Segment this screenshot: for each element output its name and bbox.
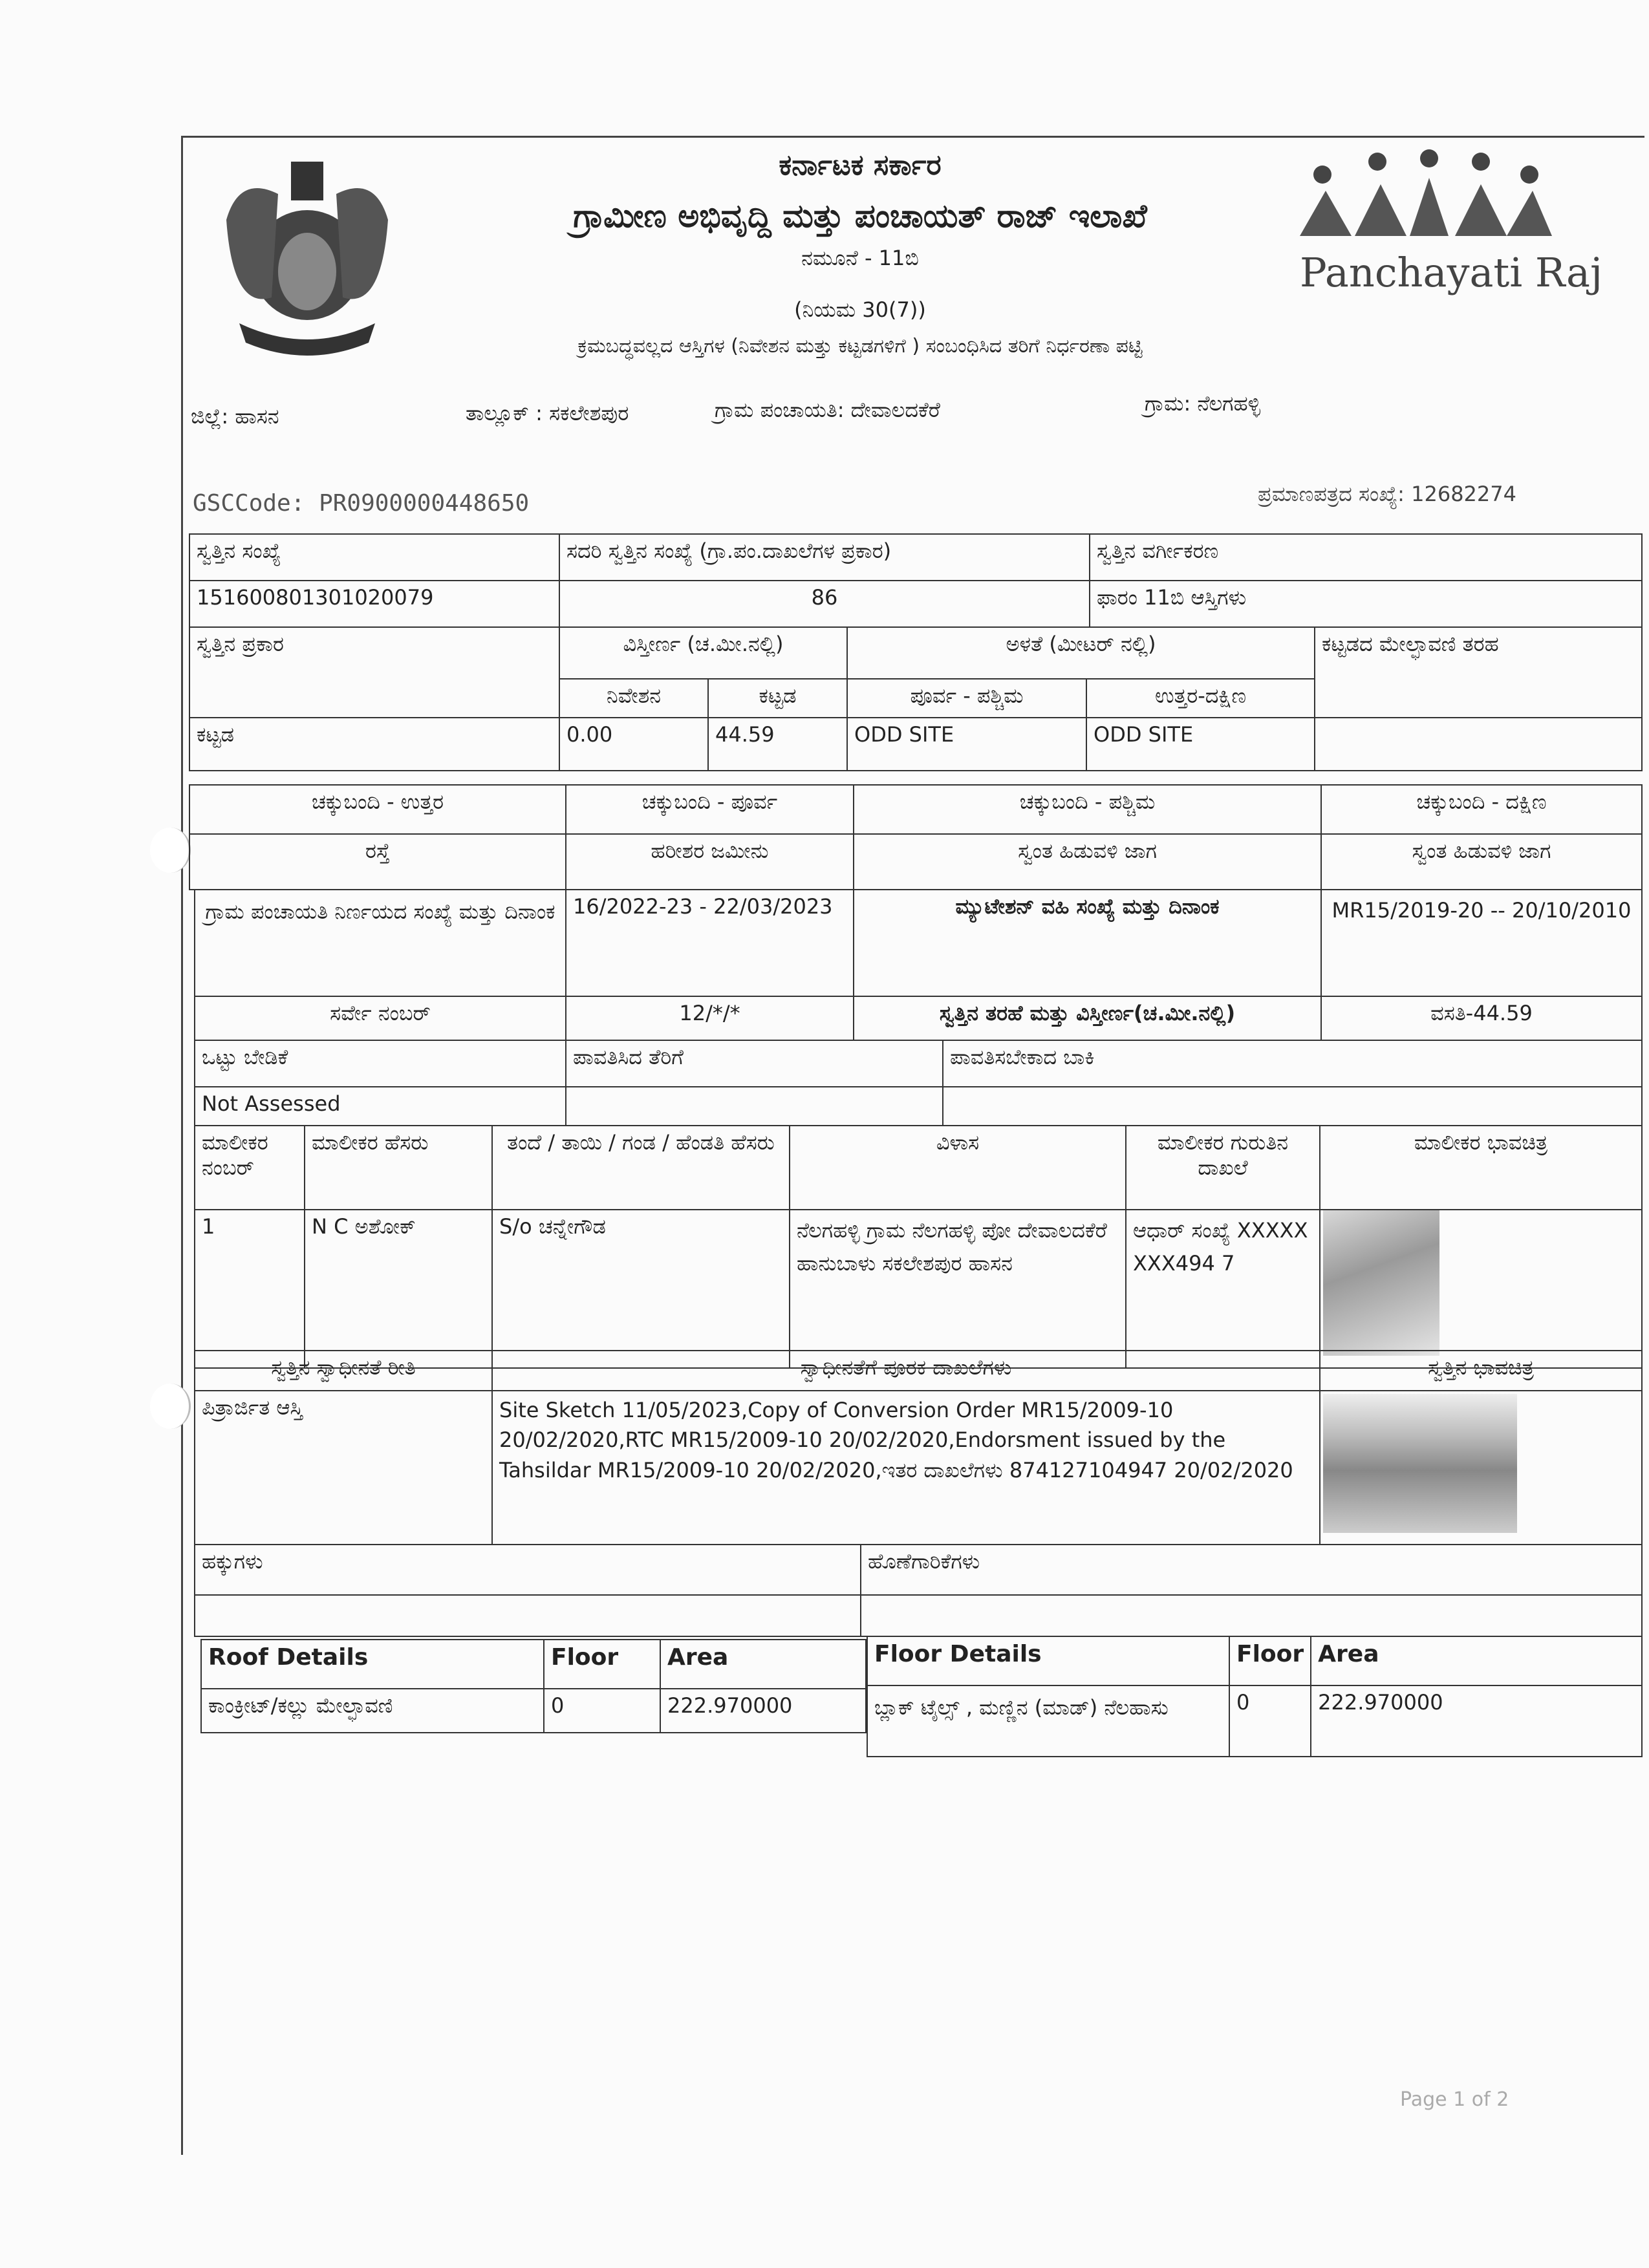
- balance-value: [943, 1087, 1642, 1126]
- mutation-value: MR15/2019-20 -- 20/10/2010: [1321, 890, 1642, 996]
- roof-type-label: ಕಟ್ಟಡದ ಮೇಲ್ಛಾವಣಿ ತರಹ: [1315, 627, 1642, 718]
- liabilities-label: ಹೊಣೆಗಾರಿಕೆಗಳು: [861, 1545, 1642, 1595]
- tax-table: [194, 1040, 1643, 1126]
- property-number-label: ಸ್ವತ್ತಿನ ಸಂಖ್ಯೆ: [189, 534, 559, 581]
- rights-table: [194, 1544, 1643, 1637]
- property-class-label: ಸ್ವತ್ತಿನ ವರ್ಗೀಕರಣ: [1090, 534, 1642, 581]
- roof-floor-header: Floor: [544, 1640, 660, 1689]
- building-area-label: ಕಟ್ಟಡ: [708, 679, 847, 718]
- ownership-table: [194, 1350, 1643, 1545]
- site-area: 0.00: [559, 718, 708, 771]
- logo-text: Panchayati Raj: [1300, 249, 1603, 296]
- rights-value: [195, 1595, 861, 1636]
- karnataka-emblem-icon: [188, 142, 427, 356]
- north-south-value: ODD SITE: [1086, 718, 1315, 771]
- total-demand-label: ಒಟ್ಟು ಬೇಡಿಕೆ: [195, 1040, 566, 1087]
- rights-label: ಹಕ್ಕುಗಳು: [195, 1545, 861, 1595]
- owner-photo: [1323, 1210, 1439, 1356]
- property-photo-label: ಸ್ವತ್ತಿನ ಭಾವಚಿತ್ರ: [1320, 1351, 1642, 1391]
- page-number: Page 1 of 2: [1400, 2088, 1509, 2111]
- owner-name-header: ಮಾಲೀಕರ ಹೆಸರು: [305, 1126, 492, 1210]
- property-type: ಕಟ್ಟಡ: [189, 718, 559, 771]
- district: ಜಿಲ್ಲೆ: ಹಾಸನ: [191, 404, 279, 429]
- roof-area: 222.970000: [660, 1689, 866, 1733]
- building-area: 44.59: [708, 718, 847, 771]
- resolution-table: [194, 889, 1643, 1041]
- gp-resolution-value: 16/2022-23 - 22/03/2023: [566, 890, 854, 996]
- department-title: ಗ್ರಾಮೀಣ ಅಭಿವೃದ್ದಿ ಮತ್ತು ಪಂಚಾಯತ್ ರಾಜ್ ಇಲಾಖೆ: [573, 197, 1147, 235]
- roof-area-header: Area: [660, 1640, 866, 1689]
- roof-type-value: [1315, 718, 1642, 771]
- ownership-mode-label: ಸ್ವತ್ತಿನ ಸ್ವಾಧೀನತೆ ರೀತಿ: [195, 1351, 492, 1391]
- balance-label: ಪಾವತಿಸಬೇಕಾದ ಬಾಕಿ: [943, 1040, 1642, 1087]
- east-label: ಚಕ್ಕುಬಂದಿ - ಪೂರ್ವ: [566, 785, 854, 834]
- owner-no-header: ಮಾಲೀಕರ ನಂಬರ್: [195, 1126, 305, 1210]
- survey-label: ಸರ್ವೇ ನಂಬರ್: [195, 996, 566, 1040]
- dimension-label: ಅಳತೆ (ಮೀಟರ್ ನಲ್ಲಿ): [847, 627, 1315, 679]
- taluk: ತಾಲ್ಲೂಕ್ : ಸಕಲೇಶಪುರ: [466, 401, 629, 425]
- total-demand-value: Not Assessed: [195, 1087, 566, 1126]
- paid-tax-label: ಪಾವತಿಸಿದ ತೆರಿಗೆ: [566, 1040, 943, 1087]
- floor-floor: 0: [1229, 1685, 1311, 1757]
- ownership-docs-label: ಸ್ವಾಧೀನತೆಗೆ ಪೂರಕ ದಾಖಲೆಗಳು: [492, 1351, 1320, 1391]
- owner-address-header: ವಿಳಾಸ: [790, 1126, 1126, 1210]
- roof-details-table: [200, 1639, 867, 1733]
- dimensions-table: [189, 626, 1643, 771]
- floor-details-title: Floor Details: [867, 1636, 1229, 1685]
- south-label: ಚಕ್ಕುಬಂದಿ - ದಕ್ಷಿಣ: [1321, 785, 1642, 834]
- punch-hole: [150, 1384, 191, 1429]
- owner-photo-header: ಮಾಲೀಕರ ಭಾವಚಿತ್ರ: [1320, 1126, 1642, 1210]
- south-value: ಸ್ವಂತ ಹಿಡುವಳಿ ಜಾಗ: [1321, 834, 1642, 890]
- boundaries-table: [189, 784, 1643, 890]
- property-type-area-value: ವಸತಿ-44.59: [1321, 996, 1642, 1040]
- floor-floor-header: Floor: [1229, 1636, 1311, 1685]
- east-west-value: ODD SITE: [847, 718, 1086, 771]
- roof-floor: 0: [544, 1689, 660, 1733]
- floor-area-header: Area: [1311, 1636, 1642, 1685]
- west-value: ಸ್ವಂತ ಹಿಡುವಳಿ ಜಾಗ: [854, 834, 1321, 890]
- floor-area: 222.970000: [1311, 1685, 1642, 1757]
- west-label: ಚಕ್ಕುಬಂದಿ - ಪಶ್ಚಿಮ: [854, 785, 1321, 834]
- floor-type: ಬ್ಲಾಕ್ ಟೈಲ್ಸ್ , ಮಣ್ಣಿನ (ಮಾಡ್) ನೆಲಹಾಸು: [867, 1685, 1229, 1757]
- certificate-number: ಪ್ರಮಾಣಪತ್ರದ ಸಂಖ್ಯೆ: 12682274: [1258, 482, 1516, 506]
- gp-resolution-label: ಗ್ರಾಮ ಪಂಚಾಯತಿ ನಿರ್ಣಯದ ಸಂಖ್ಯೆ ಮತ್ತು ದಿನಾಂಕ: [195, 890, 566, 996]
- form-number: ನಮೂನೆ - 11ಬಿ: [801, 246, 919, 270]
- liabilities-value: [861, 1595, 1642, 1636]
- rule-number: (ನಿಯಮ 30(7)): [794, 297, 926, 322]
- survey-value: 12/*/*: [566, 996, 854, 1040]
- punch-hole: [150, 828, 191, 873]
- gsc-code: GSCCode: PR0900000448650: [193, 490, 530, 517]
- roof-type: ಕಾಂಕ್ರೀಟ್/ಕಲ್ಲು ಮೇಲ್ಛಾವಣಿ: [201, 1689, 544, 1733]
- property-class: ಫಾರಂ 11ಬಿ ಆಸ್ತಿಗಳು: [1090, 581, 1642, 627]
- owner-relative: S/o ಚನ್ನೇಗೌಡ: [492, 1210, 790, 1368]
- table-row: [195, 1210, 1642, 1368]
- owner-address: ನೆಲಗಹಳ್ಳಿ ಗ್ರಾಮ ನೆಲಗಹಳ್ಳಿ ಪೋ ದೇವಾಲದಕೆರೆ ಹಾನುಬಾಳು ಸಕಲೇಶಪುರ ಹಾಸನ: [790, 1210, 1126, 1368]
- north-label: ಚಕ್ಕುಬಂದಿ - ಉತ್ತರ: [189, 785, 566, 834]
- owner-no: 1: [195, 1210, 305, 1368]
- north-south-label: ಉತ್ತರ-ದಕ್ಷಿಣ: [1086, 679, 1315, 718]
- property-type-label: ಸ್ವತ್ತಿನ ಪ್ರಕಾರ: [189, 627, 559, 718]
- mutation-label: ಮ್ಯುಟೇಶನ್ ವಹಿ ಸಂಖ್ಯೆ ಮತ್ತು ದಿನಾಂಕ: [854, 890, 1321, 996]
- gram-panchayat: ಗ್ರಾಮ ಪಂಚಾಯತಿ: ದೇವಾಲದಕೆರೆ: [715, 398, 940, 422]
- paid-tax-value: [566, 1087, 943, 1126]
- property-number: 151600801301020079: [189, 581, 559, 627]
- owner-id: ಆಧಾರ್ ಸಂಖ್ಯೆ XXXXXXXX494 7: [1126, 1210, 1320, 1368]
- property-type-area-label: ಸ್ವತ್ತಿನ ತರಹೆ ಮತ್ತು ವಿಸ್ತೀರ್ಣ(ಚ.ಮೀ.ನಲ್ಲಿ): [854, 996, 1321, 1040]
- table-row: [867, 1685, 1642, 1757]
- owner-name: N C ಅಶೋಕ್: [305, 1210, 492, 1368]
- roof-details-title: Roof Details: [201, 1640, 544, 1689]
- village: ಗ್ರಾಮ: ನೆಲಗಹಳ್ಳಿ: [1145, 391, 1261, 416]
- government-title: ಕರ್ನಾಟಕ ಸರ್ಕಾರ: [779, 149, 942, 182]
- north-value: ರಸ್ತೆ: [189, 834, 566, 890]
- owner-relative-header: ತಂದೆ / ತಾಯಿ / ಗಂಡ / ಹೆಂಡತಿ ಹೆಸರು: [492, 1126, 790, 1210]
- east-value: ಹರೀಶರ ಜಮೀನು: [566, 834, 854, 890]
- table-row: [201, 1689, 866, 1733]
- ownership-mode: ಪಿತ್ರಾರ್ಜಿತ ಆಸ್ತಿ: [195, 1391, 492, 1545]
- east-west-label: ಪೂರ್ವ - ಪಶ್ಚಿಮ: [847, 679, 1086, 718]
- document-subtitle: ಕ್ರಮಬದ್ಧವಲ್ಲದ ಆಸ್ತಿಗಳ (ನಿವೇಶನ ಮತ್ತು ಕಟ್ಟಡಗಳಿಗೆ ) ಸಂಬಂಧಿಸಿದ ತರಿಗೆ ನಿರ್ಧರಣಾ ಪಟ್ಟಿ: [577, 335, 1143, 358]
- site-area-label: ನಿವೇಶನ: [559, 679, 708, 718]
- area-label: ವಿಸ್ತೀರ್ಣ (ಚ.ಮೀ.ನಲ್ಲಿ): [559, 627, 847, 679]
- property-record: 86: [559, 581, 1090, 627]
- owner-id-header: ಮಾಲೀಕರ ಗುರುತಿನ ದಾಖಲೆ: [1126, 1126, 1320, 1210]
- property-photo: [1323, 1394, 1517, 1533]
- owners-table: [194, 1125, 1643, 1369]
- ownership-docs: Site Sketch 11/05/2023,Copy of Conversion Order MR15/2009-10 20/02/2020,RTC MR15/2009-10 20/02/2020,Endorsment issued by the Tahsildar MR15/2009-10 20/02/2020,ಇತರ ದಾಖಲೆಗಳು 874127104947 20/02/2020: [492, 1391, 1320, 1545]
- floor-details-table: [867, 1636, 1643, 1757]
- panchayati-raj-logo-icon: [1293, 145, 1552, 242]
- property-table: [189, 533, 1643, 628]
- property-record-label: ಸದರಿ ಸ್ವತ್ತಿನ ಸಂಖ್ಯೆ (ಗ್ರಾ.ಪಂ.ದಾಖಲೆಗಳ ಪ್ರಕಾರ): [559, 534, 1090, 581]
